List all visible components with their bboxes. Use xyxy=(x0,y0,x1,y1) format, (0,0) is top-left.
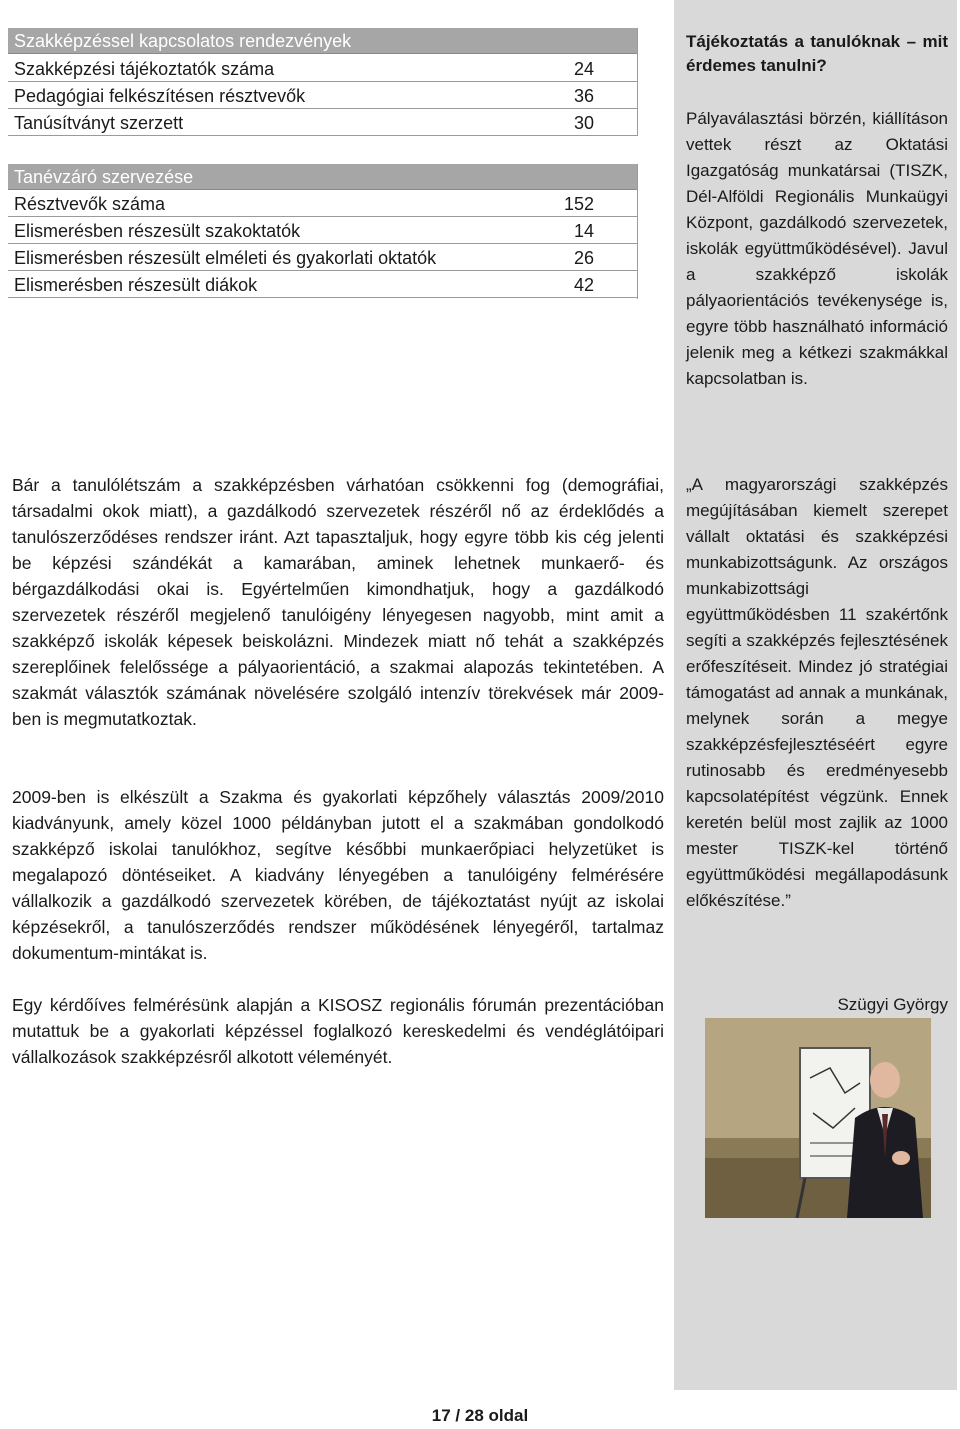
table-row xyxy=(8,191,638,217)
photo-illustration xyxy=(705,1018,931,1218)
stats-section-header xyxy=(8,164,638,190)
row-value: 36 xyxy=(573,86,594,106)
table-row xyxy=(8,218,638,244)
table-border xyxy=(637,28,638,136)
row-value: 42 xyxy=(573,275,594,295)
stats-section-title: Szakképzéssel kapcsolatos rendezvények xyxy=(14,31,352,51)
row-label: Elismerésben részesült diákok xyxy=(14,275,258,295)
table-border xyxy=(637,164,638,299)
table-row xyxy=(8,272,638,298)
row-label: Tanúsítványt szerzett xyxy=(14,113,184,133)
row-label: Résztvevők száma xyxy=(14,194,166,214)
row-label: Pedagógiai felkészítésen résztvevők xyxy=(14,86,306,106)
row-label: Elismerésben részesült elméleti és gyakorlati oktatók xyxy=(14,248,437,268)
body-paragraph: 2009-ben is elkészült a Szakma és gyakorlati képzőhely választás 2009/2010 kiadványunk, amely közel 1000 példányban jutott el a szakmában gondolkodó szakképző iskolai tanulókhoz, segítve későbbi munkaerőpiaci helyzetüket is megalapozó döntéseiket. A kiadvány lényegében a tanulóigény felmérésére vállalkozik a gazdálkodó szervezetek körében, de tájékoztatást nyújt az iskolai képzésekről, a tanulószerződés rendszer működésének lényegéről, tartalmaz dokumentum-mintákat is. xyxy=(12,787,664,963)
stats-section-title: Tanévzáró szervezése xyxy=(14,167,194,187)
presenter-photo xyxy=(705,1018,931,1218)
table-row xyxy=(8,110,638,136)
row-label: Szakképzési tájékoztatók száma xyxy=(14,59,275,79)
body-paragraph: Bár a tanulólétszám a szakképzésben várhatóan csökkenni fog (demográfiai, társadalmi okok miatt), a gazdálkodó szervezetek részéről nő az érdeklődés a tanulószerződéses rendszer iránt. Azt tapasztaljuk, hogy egyre több kis cég jelenti be képzési szándékát a kamarában, aminek lehetnek munkaerő- és bérgazdálkodási okai is. Egyértelműen kimondhatjuk, hogy a gazdálkodó szervezetek részéről megjelenő tanulóigény lényegesen nagyobb, mint amit a szakképző iskolák képesek beiskolázni. Mindezek miatt nő tehát a szakképzés szereplőinek felelőssége a pályaorientáció, a szakmai alapozás tekintetében. A szakmát választók számának növelésére szolgáló intenzív törekvések már 2009-ben is megmutatkoztak. xyxy=(12,475,664,729)
sidebar-title: Tájékoztatás a tanulóknak – mit érdemes tanulni? xyxy=(686,32,948,75)
quote-author: Szügyi György xyxy=(837,995,948,1014)
sidebar-quote: „A magyarországi szakképzés megújításában kiemelt szerepet vállalt oktatási és szakképzési munkabizottságunk. Az országos munkabizottsági együttműködésben 11 szakértőnk segíti a szakképzés fejlesztésének erőfeszítéseit. Mindez jó stratégiai támogatást ad annak a munkának, melynek során a megye szakképzésfejlesztéséért egyre rutinosabb és eredményesebb kapcsolatépítést végzünk. Ennek keretén belül most zajlik az 1000 mester TISZK-kel történő együttműködési megállapodásunk előkészítése.” xyxy=(686,475,948,910)
row-value: 30 xyxy=(573,113,594,133)
sidebar-paragraph: Pályaválasztási börzén, kiállításon vettek részt az Oktatási Igazgatóság munkatársai (TISZK, Dél-Alföldi Regionális Munkaügyi Központ, gazdálkodó szervezetek, iskolák együttműködésével). Javul a szakképző iskolák pályaorientációs tevékenysége is, egyre több használható információ jelenik meg a kétkezi szakmákkal kapcsolatban is. xyxy=(686,109,948,388)
row-value: 152 xyxy=(563,194,594,214)
row-value: 14 xyxy=(573,221,594,241)
row-label: Elismerésben részesült szakoktatók xyxy=(14,221,301,241)
table-row xyxy=(8,56,638,82)
row-value: 24 xyxy=(573,59,594,79)
stats-section-header xyxy=(8,28,638,54)
page-number: 17 / 28 oldal xyxy=(431,1406,529,1425)
table-row xyxy=(8,245,638,271)
body-paragraph: Egy kérdőíves felmérésünk alapján a KISOSZ regionális fórumán prezentációban mutattuk be a gyakorlati képzéssel foglalkozó kereskedelmi és vendéglátóipari vállalkozások szakképzésről alkotott véleményét. xyxy=(12,995,664,1067)
row-value: 26 xyxy=(573,248,594,268)
table-row xyxy=(8,83,638,109)
